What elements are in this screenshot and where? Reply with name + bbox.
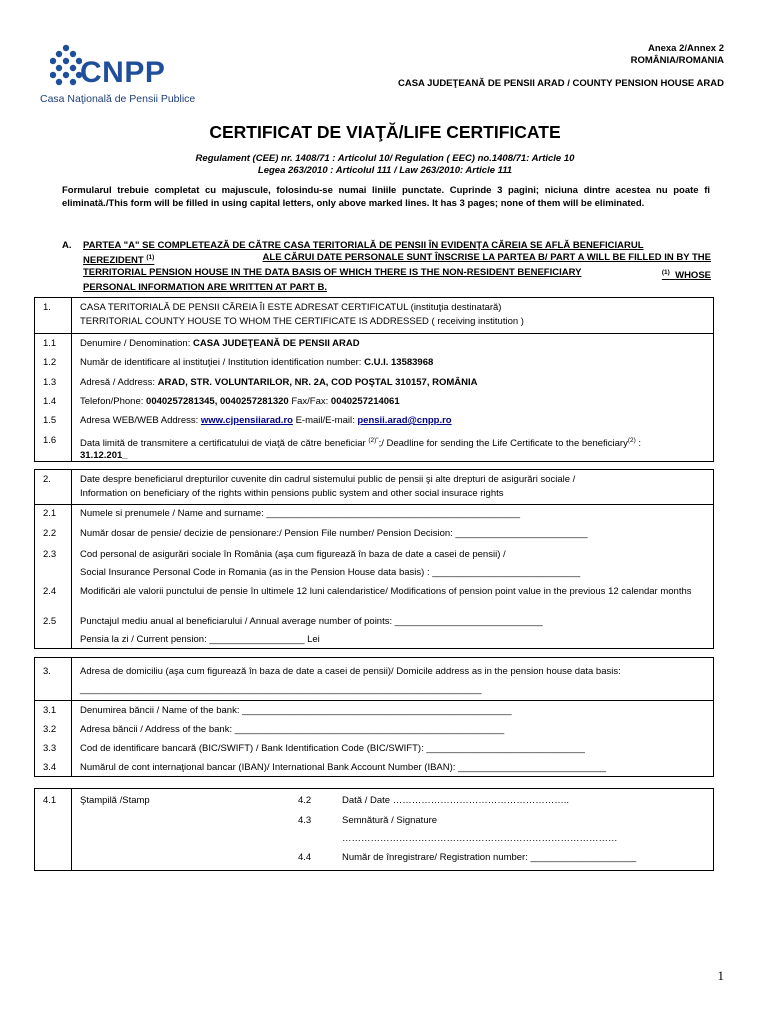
part-a-instructions: PARTEA "A" SE COMPLETEAZĂ DE CĂTRE CASA TERITORIALĂ DE PENSII ÎN EVIDENŢA CĂREIA SE AFLĂ BENEFICIARUL NEREZIDENT $^{(1)}$ ALE CĂRUI DATE PERSONALE SUNT ÎNSCRISE LA PARTEA B/ PART A WILL BE FILLED IN BY THE TERRITORIAL PENSION HOUSE IN THE DATA BASIS OF WHICH THERE IS THE NON-RESIDENT BENEFICIARY $^{(1)}$ WHOSE PERSONAL INFORMATION ARE WRITTEN AT PART B. (83, 240, 711, 294)
regulation: Regulament (CEE) nr. 1408/71 : Articolul 10/ Regulation ( EEC) no.1408/71: Article 10 Legea 263/2010 : Articolul 111 / Law 263/2010: Article 111 (195, 153, 575, 176)
page-number: 1 (717, 968, 724, 983)
page-title: CERTIFICAT DE VIAŢĂ/LIFE CERTIFICATE (209, 122, 561, 142)
section-3: 3. Adresa de domiciliu (aşa cum figurează în baza de date a casei de pensii)/ Domicile address as in the pension house data basis: ____________________________________________________________________________ 3.1 Denumirea băncii / Name of the bank: ___________________________________________________ 3.2 Adresa băncii / Address of the bank: ___________________________________________________ 3.3 Cod de identificare bancară (BIC/SWIFT) / Bank Identification Code (BIC/SWIFT): ______________________________ 3.4 Numărul de cont internaţional bancar (IBAN)/ International Bank Account Number (IBAN): ____________________________ (34, 657, 714, 777)
email-link[interactable]: pensii.arad@cnpp.ro (357, 415, 452, 426)
annex-label: Anexa 2/Annex 2 ROMÂNIA/ROMANIA (630, 43, 724, 66)
county-house: CASA JUDEŢEANĂ DE PENSII ARAD / COUNTY PENSION HOUSE ARAD (397, 78, 724, 89)
logo-text: CNPP (80, 56, 166, 89)
cnpp-logo-mark (50, 44, 82, 86)
section-1: 1. CASA TERITORIALĂ DE PENSII CĂREIA ÎI ESTE ADRESAT CERTIFICATUL (instituţia destinatară) TERRITORIAL COUNTY HOUSE TO WHOM THE CERTIFICATE IS ADDRESSED ( receiving institution ) 1.1 Denumire / Denomination: CASA JUDEŢEANĂ DE PENSII ARAD 1.2 Număr de identificare al instituţiei / Institution identification number: C.U.I. 13583968 1.3 Adresă / Address: ARAD, STR. VOLUNTARILOR, NR. 2A, COD POŞTAL 310157, ROMÂNIA 1.4 Telefon/Phone: 0040257281345, 0040257281320 Fax/Fax: 0040257214061 1.5 Adresa WEB/WEB Address: www.cjpensiiarad.ro E-mail/E-mail: pensii.arad@cnpp.ro 1.6 Data limită de transmitere a certificatului de viaţă de către beneficiar $^{(2)"}$;/ Deadline for sending the Life Certificate to the beneficiary$^{(2)}$ : 31.12.201_ (34, 297, 714, 462)
part-a-letter: A. (62, 240, 72, 251)
web-link[interactable]: www.cjpensiiarad.ro (200, 415, 293, 426)
intro-text: Formularul trebuie completat cu majuscule, folosindu-se numai liniile punctate. Cuprinde 3 pagini; niciuna dintre acestea nu poate fi eliminată./This form will be filled in using capital letters, only above marked lines. It has 3 pages; none of them will be eliminated. (62, 185, 710, 209)
section-2: 2. Date despre beneficiarul drepturilor cuvenite din cadrul sistemului public de pensii şi alte drepturi de asigurări sociale / Information on beneficiary of the rights within pensions public system and other social insurace rights 2.1 Numele si prenumele / Name and surname: ________________________________________________ 2.2 Număr dosar de pensie/ decizie de pensionare:/ Pension File number/ Pension Decision: _________________________ 2.3 Cod personal de asigurări sociale în România (aşa cum figurează în baza de date a casei de pensii) / Social Insurance Personal Code in Romania (as in the Pension House data basis) : ____________________________ 2.4 Modificări ale valorii punctului de pensie în ultimele 12 luni calendaristice/ Modifications of pension point value in the previous 12 calendar months 2.5 Punctajul mediu anual al beneficiarului / Annual average number of points: ____________________________ Pensia la zi / Current pension: __________________ Lei (34, 469, 714, 649)
section-4: 4.1 Ştampilă /Stamp 4.2 Dată / Date ……………………………………………….. 4.3 Semnătură / Signature …………………………………………………………………………… 4.4 Număr de înregistrare/ Registration number: ____________________ (34, 788, 714, 871)
logo-subtitle: Casa Naţională de Pensii Publice (40, 93, 196, 105)
